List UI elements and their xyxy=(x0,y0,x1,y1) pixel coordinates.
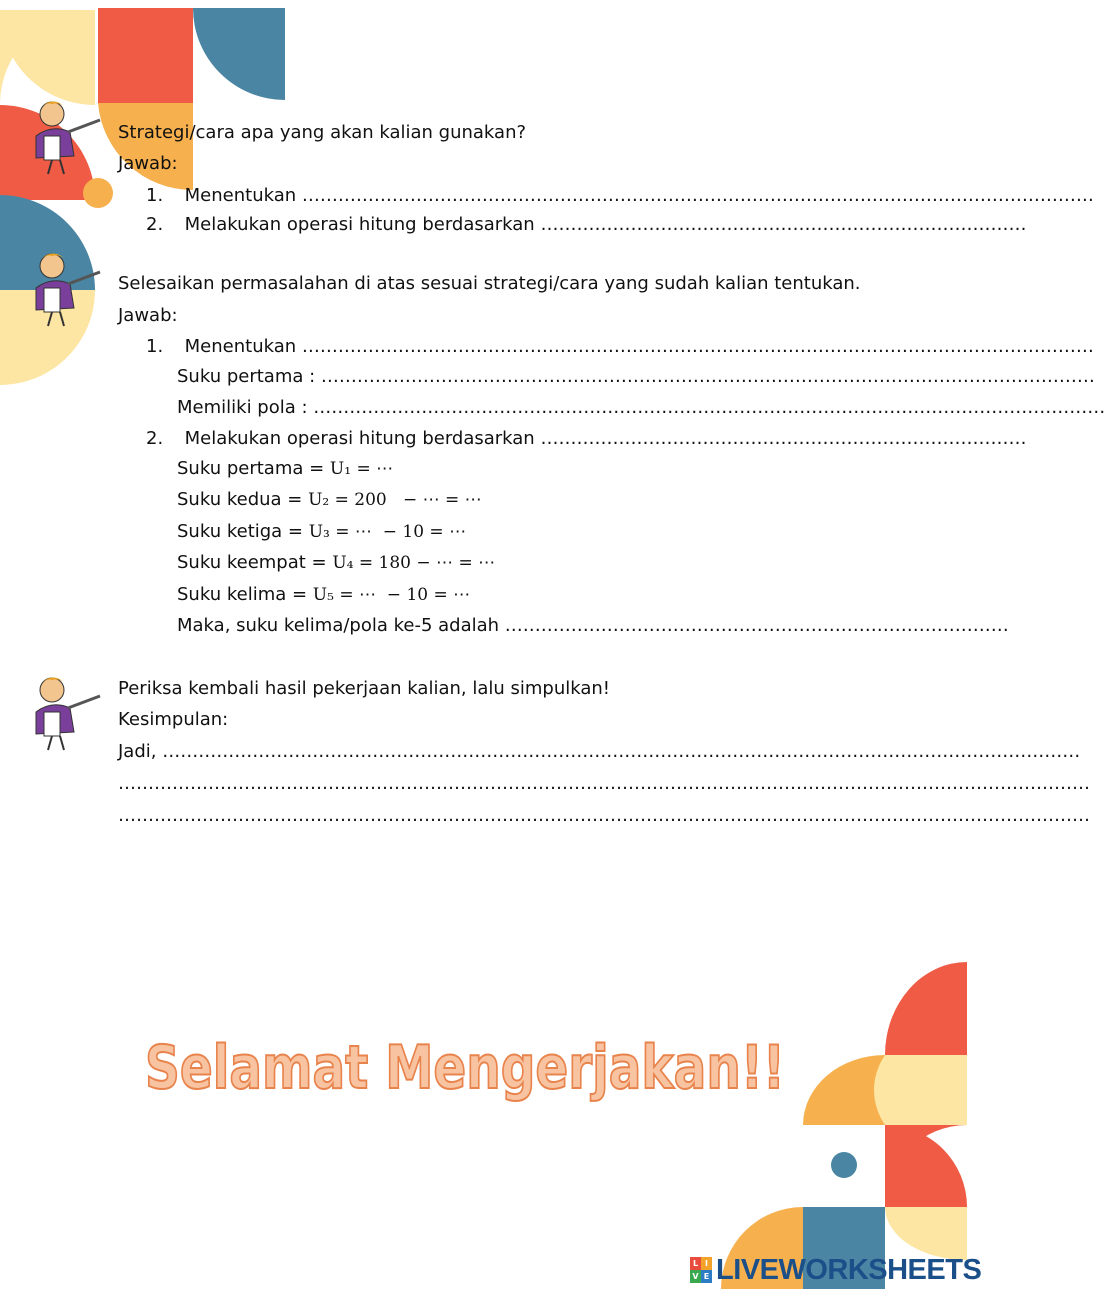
jadi-label: Jadi, xyxy=(118,741,163,762)
logo-badge-letter: I xyxy=(701,1257,712,1270)
term-label: Suku keempat = xyxy=(177,552,333,573)
term-formula[interactable]: U₁ = ⋯ xyxy=(329,459,394,479)
item-number: 2. xyxy=(146,428,164,449)
jadi-row xyxy=(118,740,1080,764)
item-number: 1. xyxy=(146,185,164,206)
logo-badge-letter: V xyxy=(690,1270,701,1283)
answer-blank[interactable]: ………………………………………………………………………………………………………………… xyxy=(320,366,1095,387)
item-text: Melakukan operasi hitung berdasarkan xyxy=(184,214,541,235)
term-label: Suku pertama = xyxy=(177,458,330,479)
answer-blank[interactable]: ……………………………………………………………………………………………………………………………………………… xyxy=(118,805,1090,826)
closing-title xyxy=(145,1028,805,1108)
list-item xyxy=(146,184,1094,208)
term-row xyxy=(177,551,495,575)
mascot-icon xyxy=(22,248,102,328)
item-text: Menentukan xyxy=(184,336,302,357)
term-row xyxy=(177,520,466,544)
answer-label: Jawab: xyxy=(118,153,178,174)
item-text: Menentukan xyxy=(184,185,302,206)
first-term-row xyxy=(177,365,1095,389)
item-number: 2. xyxy=(146,214,164,235)
term-formula[interactable]: U₃ = ⋯ − 10 = ⋯ xyxy=(308,522,467,542)
item-text: Melakukan operasi hitung berdasarkan xyxy=(184,428,541,449)
term-formula[interactable]: U₄ = 180 − ⋯ = ⋯ xyxy=(332,553,496,573)
mascot-icon xyxy=(22,96,102,176)
brand-name: LIVEWORKSHEETS xyxy=(716,1253,982,1286)
term-formula[interactable]: U₅ = ⋯ − 10 = ⋯ xyxy=(312,585,471,605)
conclusion-label: Kesimpulan: xyxy=(118,709,229,730)
term-row xyxy=(177,488,482,512)
list-item xyxy=(146,213,1026,237)
answer-blank[interactable]: …………………………………………………………………………………………………………………… xyxy=(313,397,1105,418)
term-row xyxy=(177,457,393,481)
answer-blank[interactable]: ……………………………………………………………………………………………………………………………………… xyxy=(162,741,1081,762)
answer-blank[interactable]: ……………………………………………………………………… xyxy=(540,214,1027,235)
term-label: Suku ketiga = xyxy=(177,521,309,542)
first-term-label: Suku pertama : xyxy=(177,366,321,387)
answer-blank[interactable]: ……………………………………………………………………… xyxy=(540,428,1027,449)
logo-badge-letter: L xyxy=(690,1257,701,1270)
closing-title-text: Selamat Mengerjakan!! xyxy=(145,1033,785,1103)
term-row xyxy=(177,583,470,607)
pattern-row xyxy=(177,396,1105,420)
liveworksheets-logo xyxy=(690,1253,981,1287)
list-item xyxy=(146,335,1094,359)
answer-blank[interactable]: ………………………………………………………………………… xyxy=(504,615,1009,636)
question-solve: Selesaikan permasalahan di atas sesuai strategi/cara yang sudah kalian tentukan. xyxy=(118,273,861,294)
answer-blank[interactable]: …………………………………………………………………………………………………………………… xyxy=(301,185,1094,206)
question-strategy: Strategi/cara apa yang akan kalian gunakan? xyxy=(118,122,527,143)
list-item xyxy=(146,427,1026,451)
question-check: Periksa kembali hasil pekerjaan kalian, lalu simpulkan! xyxy=(118,678,610,699)
logo-badge-icon xyxy=(690,1257,712,1283)
logo-badge-letter: E xyxy=(701,1270,712,1283)
mascot-icon xyxy=(22,672,102,752)
conclusion-row xyxy=(177,614,1009,638)
term-formula[interactable]: U₂ = 200 − ⋯ = ⋯ xyxy=(308,490,482,510)
term-label: Suku kedua = xyxy=(177,489,309,510)
answer-blank[interactable]: ……………………………………………………………………………………………………………………………………………… xyxy=(118,773,1090,794)
term-label: Suku kelima = xyxy=(177,584,313,605)
answer-label: Jawab: xyxy=(118,305,178,326)
item-number: 1. xyxy=(146,336,164,357)
pattern-label: Memiliki pola : xyxy=(177,397,314,418)
conclusion-text: Maka, suku kelima/pola ke-5 adalah xyxy=(177,615,505,636)
answer-blank[interactable]: …………………………………………………………………………………………………………………… xyxy=(301,336,1094,357)
